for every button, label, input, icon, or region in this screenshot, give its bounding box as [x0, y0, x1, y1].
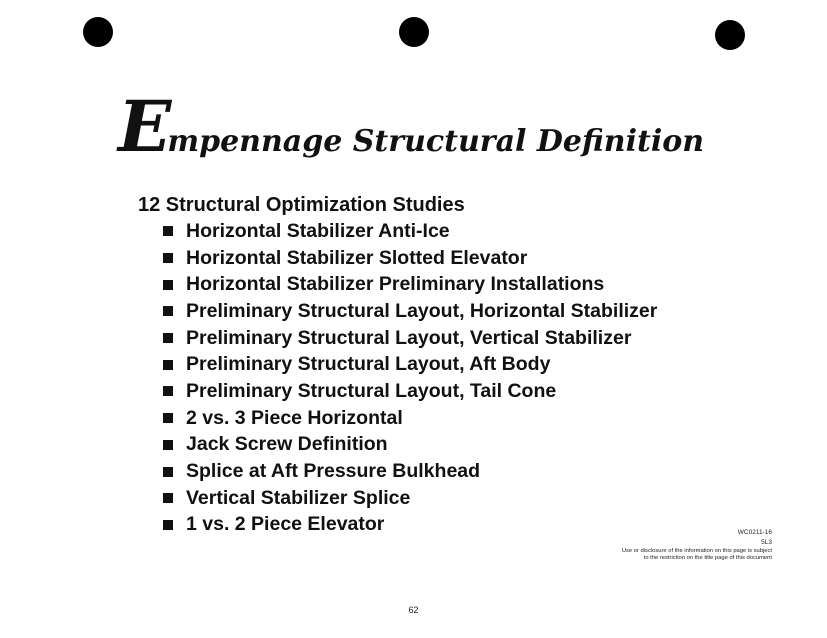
- notice-line-2: to the restriction on the title page of this document: [643, 555, 772, 561]
- title-rest: mpennage Structural Definition: [167, 124, 705, 159]
- title-initial: E: [118, 85, 172, 168]
- list-item: [163, 405, 657, 432]
- square-bullet-icon: [163, 520, 173, 530]
- list-item-text: 1 vs. 2 Piece Elevator: [186, 513, 385, 536]
- square-bullet-icon: [163, 333, 173, 343]
- list-item: [163, 298, 657, 325]
- list-item: [163, 378, 657, 405]
- list-item: [163, 271, 657, 298]
- list-item: [163, 432, 657, 459]
- list-item: [163, 458, 657, 485]
- square-bullet-icon: [163, 413, 173, 423]
- square-bullet-icon: [163, 280, 173, 290]
- punch-hole-right: [715, 20, 745, 50]
- square-bullet-icon: [163, 467, 173, 477]
- section-heading: 12 Structural Optimization Studies: [138, 194, 465, 216]
- list-item: [163, 325, 657, 352]
- square-bullet-icon: [163, 360, 173, 370]
- square-bullet-icon: [163, 226, 173, 236]
- notice-line-1: Use or disclosure of the information on this page is subject: [621, 548, 772, 554]
- list-item-text: Preliminary Structural Layout, Tail Cone: [186, 379, 557, 402]
- square-bullet-icon: [163, 253, 173, 263]
- list-item-text: Horizontal Stabilizer Preliminary Installations: [186, 273, 605, 296]
- punch-hole-left: [83, 17, 113, 47]
- page-title: [118, 85, 705, 168]
- document-id: WC0211-16: [737, 529, 772, 536]
- list-item-text: Horizontal Stabilizer Anti-Ice: [186, 219, 450, 242]
- disclosure-notice: [622, 548, 772, 562]
- document-code: 5L3: [761, 539, 772, 546]
- list-item: [163, 218, 657, 245]
- list-item-text: Preliminary Structural Layout, Vertical Stabilizer: [186, 326, 632, 349]
- list-item: [163, 512, 657, 539]
- square-bullet-icon: [163, 493, 173, 503]
- list-item-text: Splice at Aft Pressure Bulkhead: [186, 460, 481, 483]
- document-id-block: [738, 528, 772, 548]
- list-item: [163, 485, 657, 512]
- square-bullet-icon: [163, 386, 173, 396]
- square-bullet-icon: [163, 440, 173, 450]
- list-item-text: Vertical Stabilizer Splice: [186, 486, 411, 509]
- study-list: [163, 218, 657, 538]
- list-item: [163, 351, 657, 378]
- list-item-text: Preliminary Structural Layout, Horizontal Stabilizer: [186, 299, 658, 322]
- page-number: 62: [408, 605, 419, 615]
- list-item-text: 2 vs. 3 Piece Horizontal: [186, 406, 403, 429]
- list-item-text: Jack Screw Definition: [186, 433, 388, 456]
- list-item-text: Horizontal Stabilizer Slotted Elevator: [186, 246, 528, 269]
- square-bullet-icon: [163, 306, 173, 316]
- list-item: [163, 245, 657, 272]
- list-item-text: Preliminary Structural Layout, Aft Body: [186, 353, 551, 376]
- punch-hole-center: [399, 17, 429, 47]
